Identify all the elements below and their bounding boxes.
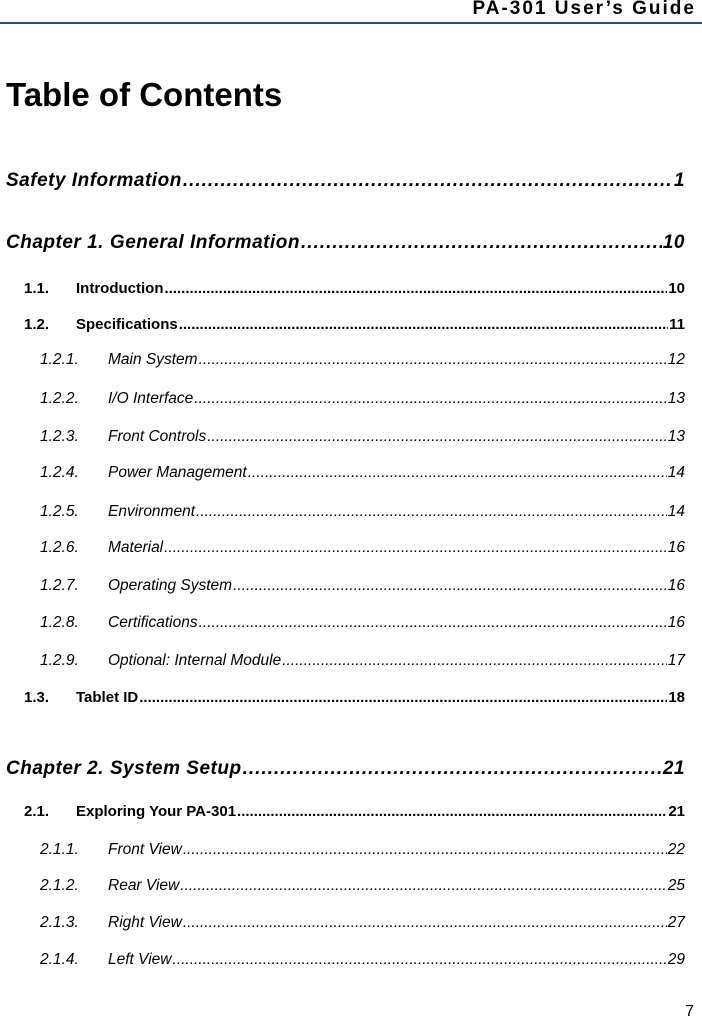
toc-number: 1.2.6.	[40, 539, 79, 556]
toc-page: 25	[667, 877, 685, 894]
toc-label: Power Management	[108, 464, 247, 481]
toc-label: Material	[108, 539, 164, 556]
toc-label: Tablet ID	[76, 689, 139, 706]
page-number: 7	[685, 1003, 694, 1020]
toc-entry-1-2-1[interactable]	[40, 351, 685, 369]
toc-number: Chapter 2.	[6, 758, 104, 779]
toc-leader	[243, 758, 662, 780]
toc-leader	[172, 951, 666, 969]
toc-label: Left View	[108, 951, 172, 968]
toc-number: 2.1.4.	[40, 951, 79, 968]
header-title: PA-301 User’s Guide	[472, 0, 696, 19]
toc-leader	[139, 689, 667, 706]
toc-entry-1-2-2[interactable]	[40, 390, 685, 408]
toc-leader	[183, 170, 673, 192]
toc-label: System Setup	[109, 758, 242, 779]
toc-number: 1.2.8.	[40, 614, 79, 631]
toc-number: 1.2.1.	[40, 351, 79, 368]
toc-page: 22	[667, 841, 685, 858]
toc-entry-1-2-8[interactable]	[40, 614, 685, 632]
toc-label: Operating System	[108, 577, 233, 594]
toc-entry-1-2-3[interactable]	[40, 428, 685, 446]
toc-number: 1.2.7.	[40, 577, 79, 594]
toc-number: 2.1.2.	[40, 877, 79, 894]
toc-number: Chapter 1.	[6, 232, 104, 253]
toc-entry-2-1-3[interactable]	[40, 914, 685, 932]
toc-leader	[196, 503, 667, 521]
toc-number: 1.2.2.	[40, 390, 79, 407]
toc-page: 12	[667, 351, 685, 368]
toc-number: 1.2.9.	[40, 652, 79, 669]
toc-page: 10	[662, 232, 685, 253]
toc-entry-1-2-7[interactable]	[40, 577, 685, 595]
toc-number: 1.2.3.	[40, 428, 79, 445]
toc-page: 16	[667, 539, 685, 556]
toc-page: 16	[667, 614, 685, 631]
toc-label: General Information	[109, 232, 300, 253]
page-header	[0, 0, 702, 24]
toc-page: 11	[669, 316, 685, 333]
toc-entry-2-1-2[interactable]	[40, 877, 685, 895]
toc-label: Main System	[108, 351, 198, 368]
toc-entry-1-2-6[interactable]	[40, 539, 685, 557]
toc-label: Right View	[108, 914, 182, 931]
toc-number: 2.1.	[24, 803, 50, 820]
toc-entry-2-1-4[interactable]	[40, 951, 685, 969]
toc-page: 1	[673, 170, 685, 191]
toc-entry-chapter-2[interactable]	[6, 758, 685, 780]
toc-entry-1-2-9[interactable]	[40, 652, 685, 670]
toc-entry-1-2-5[interactable]	[40, 503, 685, 521]
toc-leader	[179, 316, 668, 333]
page-title: Table of Contents	[6, 76, 283, 113]
toc-number: 2.1.1.	[40, 841, 79, 858]
toc-leader	[282, 652, 667, 670]
toc-label: Environment	[108, 503, 196, 520]
toc-number: 1.2.	[24, 316, 50, 333]
toc-leader	[301, 232, 662, 254]
toc-leader	[194, 390, 666, 408]
toc-page: 10	[668, 280, 685, 297]
toc-number: 1.1.	[24, 280, 50, 297]
toc-number: 1.3.	[24, 689, 50, 706]
toc-label: Front View	[108, 841, 182, 858]
toc-leader	[207, 428, 667, 446]
toc-entry-1-3[interactable]	[24, 689, 685, 706]
toc-entry-1-2-4[interactable]	[40, 464, 685, 482]
toc-entry-safety-information[interactable]	[6, 170, 685, 192]
header-rule	[0, 22, 702, 24]
toc-leader	[180, 877, 667, 895]
toc-label: Front Controls	[108, 428, 207, 445]
toc-leader	[199, 614, 667, 632]
toc-label: Optional: Internal Module	[108, 652, 282, 669]
toc-entry-chapter-1[interactable]	[6, 232, 685, 254]
toc-page: 13	[667, 428, 685, 445]
toc-label: Exploring Your PA-301	[76, 803, 237, 820]
toc-page: 27	[667, 914, 685, 931]
toc-page: 17	[667, 652, 685, 669]
toc-label: Safety Information	[6, 170, 182, 191]
toc-leader	[237, 803, 667, 820]
toc-page: 14	[667, 464, 685, 481]
toc-number: 1.2.5.	[40, 503, 79, 520]
toc-page: 29	[667, 951, 685, 968]
toc-number: 2.1.3.	[40, 914, 79, 931]
toc-leader	[199, 351, 667, 369]
toc-page: 13	[667, 390, 685, 407]
toc-page: 14	[667, 503, 685, 520]
toc-label: Specifications	[76, 316, 178, 333]
toc-leader	[183, 841, 667, 859]
toc-label: Rear View	[108, 877, 180, 894]
toc-leader	[183, 914, 667, 932]
toc-label: Certifications	[108, 614, 198, 631]
toc-leader	[164, 280, 667, 297]
toc-number: 1.2.4.	[40, 464, 79, 481]
toc-leader	[164, 539, 667, 557]
toc-page: 21	[668, 803, 685, 820]
toc-label: Introduction	[76, 280, 164, 297]
toc-entry-1-2[interactable]	[24, 316, 685, 333]
toc-entry-2-1-1[interactable]	[40, 841, 685, 859]
toc-leader	[248, 464, 667, 482]
toc-page: 21	[662, 758, 685, 779]
toc-label: I/O Interface	[108, 390, 194, 407]
toc-page: 16	[667, 577, 685, 594]
toc-page: 18	[668, 689, 685, 706]
toc-entry-2-1[interactable]	[24, 803, 685, 820]
toc-leader	[233, 577, 667, 595]
toc-entry-1-1[interactable]	[24, 280, 685, 297]
